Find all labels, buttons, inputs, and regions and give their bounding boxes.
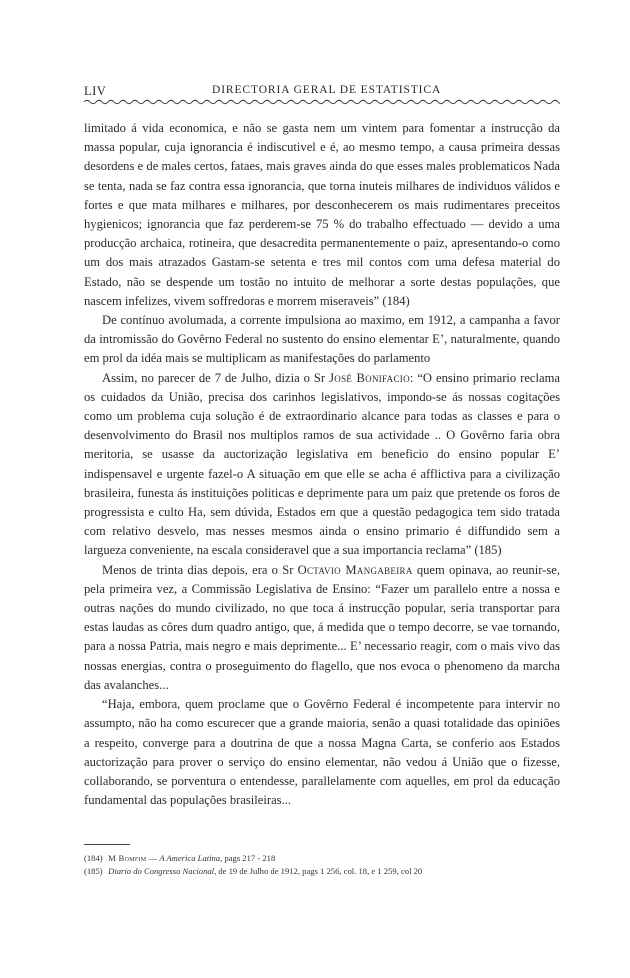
footnote-pages: , pags 217 - 218 xyxy=(220,853,276,863)
page-number: LIV xyxy=(84,84,107,98)
footnote-number: (184) xyxy=(84,853,103,863)
paragraph-4-lead: Menos de trinta dias depois, era o Sr xyxy=(102,562,294,577)
page-header xyxy=(84,84,560,108)
wavy-rule xyxy=(84,98,560,106)
footnote-work: A America Latina xyxy=(159,853,221,863)
paragraph-3-lead: Assim, no parecer de 7 de Julho, dizia o Sr xyxy=(102,370,326,385)
paragraph-4 xyxy=(84,561,560,695)
footnotes xyxy=(84,852,560,878)
footnote-185 xyxy=(84,865,560,878)
footnote-author: M Bomfim xyxy=(108,853,147,863)
footnote-number: (185) xyxy=(84,866,103,876)
name-jose-bonifacio: José Bonifacio xyxy=(329,370,410,385)
paragraph-2: De contínuo avolumada, a corrente impulsiona ao maximo, em 1912, a campanha a favor da intromissão do Govêrno Federal no sustento do ensino elementar E’, naturalmente, quando em prol da idéa mais se multiplicam as manifestações do parlamento xyxy=(84,313,560,366)
paragraph-1: limitado á vida economica, e não se gasta nem um vintem para fomentar a instrucção da massa popular, cuja ignorancia é indiscutivel e é, ao mesmo tempo, a causa primeira dessas desordens e de males certos, fataes, mais graves ainda do que esses males problematicos Nada se tenta, nada se faz contra essa ignorancia, que torna inuteis milhares de individuos válidos e fortes e que mata milhares e milhares, por desconhecerem os mais rudimentares preceitos hygienicos; ignorancia que faz perderem-se 75 % do trabalho effectuado — devido a uma producção archaica, rotineira, que desacredita permanentemente o paiz, apresentando-o como um dos mais atrazados Gastam-se setenta e tres mil contos com uma defesa material do Estado, não se despende um tostão no intuito de melhorar a sorte destas populações, que nascem infelizes, vivem soffredoras e morrem miseraveis” (184) xyxy=(84,121,560,308)
paragraph-3-quote: : “O ensino primario reclama os cuidados da União, precisa dos carinhos legislativos, impondo-se ás nossas cogitações como um problema cuja solução é de extraordinario alcance para todas as classes e para o desenvolvimento do Brasil nos multiplos ramos de sua actividade .. O Govêrno faria obra meritoria, se usasse da auctorização legislativa em beneficio do ensino popular E’ indispensavel e urgente fazel-o A situação em que elle se acha é afflictiva para a civilização brasileira, funesta ás instituições politicas e deprimente para um paiz que pretende os foros de progressista e culto Ha, sem dúvida, Estados em que a questão pedagogica tem sido tratada com relativo desvelo, mas nesses mesmos ainda o ensino primario é diffundido sem a largueza conveniente, na escala consideravel que a sua importancia reclama” (185) xyxy=(84,370,560,558)
footnote-pages: , de 19 de Julho de 1912, pags 1 256, col. 18, e 1 259, col 20 xyxy=(214,866,423,876)
footnote-separator xyxy=(84,844,130,845)
footnote-184 xyxy=(84,852,560,865)
footnote-work: Diario do Congresso Nacional xyxy=(108,866,215,876)
running-title: DIRECTORIA GERAL DE ESTATISTICA xyxy=(212,84,442,96)
footnote-sep: — xyxy=(146,853,160,863)
body-text xyxy=(84,119,560,810)
name-octavio-mangabeira: Octavio Mangabeira xyxy=(297,562,413,577)
paragraph-5: “Haja, embora, quem proclame que o Govêrno Federal é incompetente para intervir no assumpto, não ha como escurecer que a grande maioria, senão a quasi totalidade das opiniões a respeito, converge para a doutrina de que a nossa Magna Carta, se conferio aos Estados auctorização para prover o serviço do ensino elementar, não vedou á União que o fizesse, collaborando, se porventura o entendesse, parallelamente com aquelles, em prol da educação fundamental das populações brasileiras... xyxy=(84,697,560,808)
paragraph-4-quote: quem opinava, ao reunir-se, pela primeira vez, a Commissão Legislativa de Ensino: “Fazer um parallelo entre a nossa e outras nações do mundo civilizado, no que toca á instrucção popular, seria transportar para estas laudas as côres dum quadro antigo, que, á medida que o tempo decorre, se vae tornando, para a nossa Patria, mais negro e mais deprimente... E’ necessario reagir, com o mais vivo das nossas energias, contra o proseguimento do flagello, que nos evoca o phenomeno da marcha das avalanches... xyxy=(84,562,560,692)
paragraph-3 xyxy=(84,369,560,561)
